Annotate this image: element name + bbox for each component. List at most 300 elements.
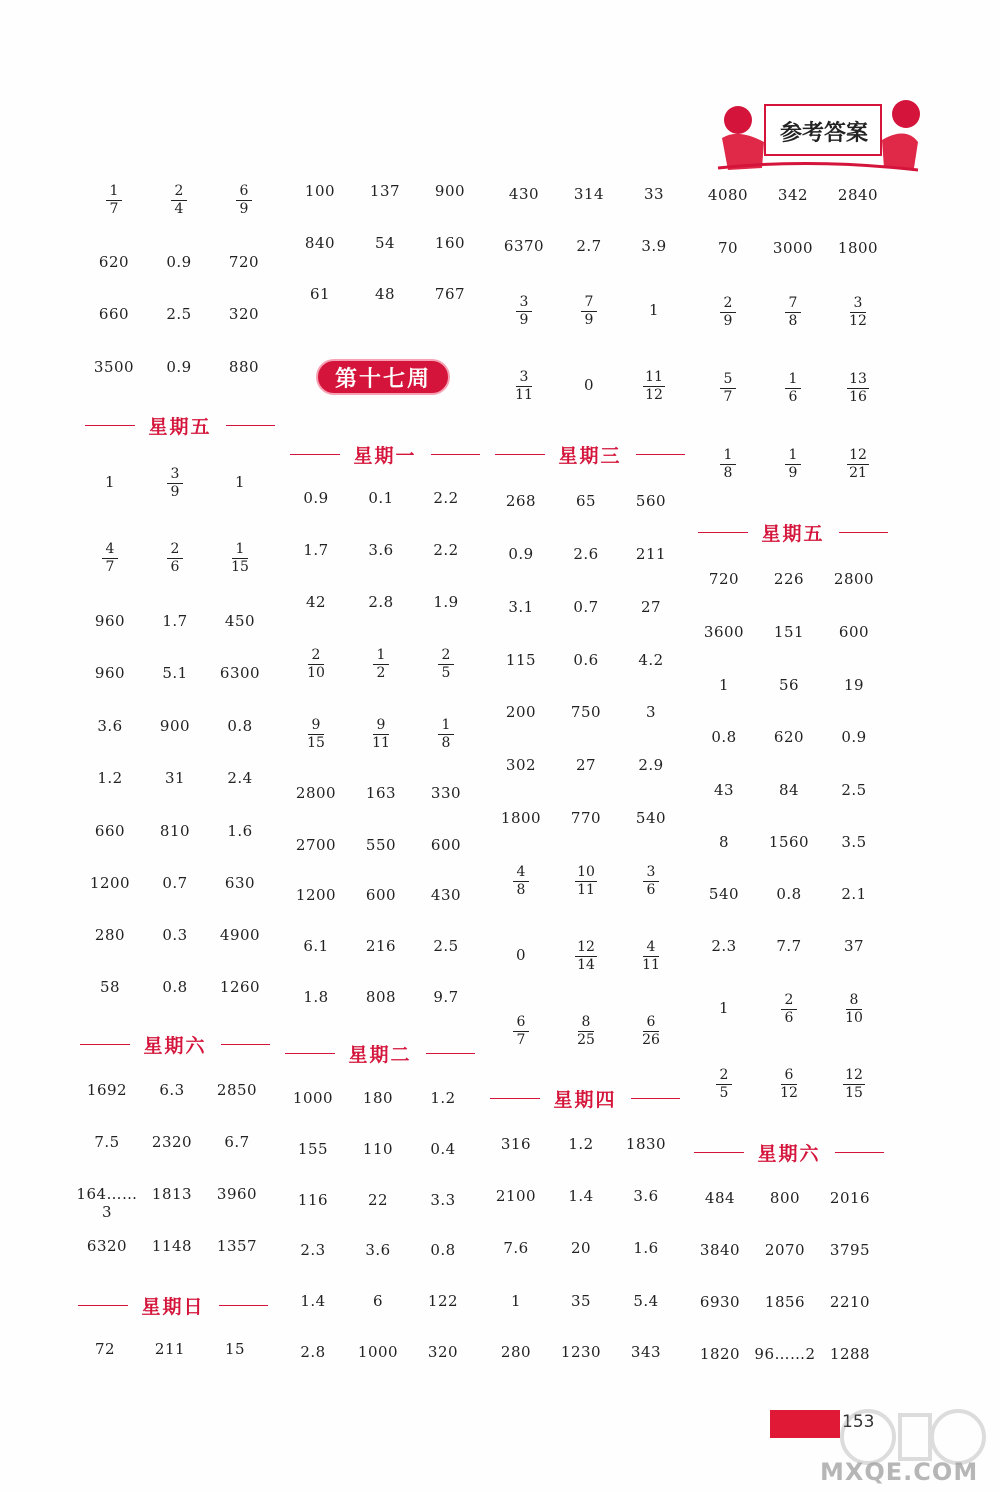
answer-value: 2.3: [300, 1241, 326, 1259]
numerator: 7: [785, 296, 801, 313]
watermark-text: MXQE.COM: [820, 1458, 979, 1486]
answer-value: 1.7: [162, 612, 188, 630]
answer-value: 330: [430, 784, 462, 802]
answer-value: 0.6: [573, 651, 599, 669]
answer-value: 1.7: [303, 541, 329, 559]
answer-value: 5.1: [162, 664, 188, 682]
denominator: 10: [845, 1010, 863, 1026]
answer-value: 0.3: [162, 926, 188, 944]
fraction-answer: [773, 372, 813, 405]
answer-value: 0.8: [430, 1241, 456, 1259]
answer-value: 1230: [560, 1343, 602, 1361]
answer-value: 1288: [829, 1345, 871, 1363]
answer-value: 1: [718, 999, 730, 1017]
denominator: 6: [646, 882, 656, 898]
answer-value: 137: [369, 182, 401, 200]
numerator: 3: [167, 467, 183, 484]
numerator: 12: [849, 447, 867, 463]
answer-value: 0.8: [776, 885, 802, 903]
numerator: 10: [577, 864, 595, 880]
fraction-answer: [773, 448, 813, 481]
fraction-answer: [224, 184, 264, 217]
answer-value: 320: [228, 305, 260, 323]
denominator: 7: [105, 559, 115, 575]
day-title: 星期五: [148, 416, 212, 438]
fraction-answer: [569, 295, 609, 328]
heading-rule: [631, 1098, 681, 1099]
numerator: 1: [720, 448, 736, 465]
answer-value: 1.6: [227, 822, 253, 840]
answer-value: 3: [645, 703, 657, 721]
fraction-answer: [296, 718, 336, 751]
answer-value: 620: [773, 728, 805, 746]
numerator: 4: [513, 865, 529, 882]
answer-value: 27: [575, 756, 597, 774]
denominator: 7: [723, 389, 733, 405]
denominator: 5: [719, 1085, 729, 1101]
answer-value: 37: [843, 937, 865, 955]
fraction-answer: [769, 993, 809, 1026]
answer-value: 600: [838, 623, 870, 641]
answer-value: 6300: [219, 664, 261, 682]
fraction-answer: [834, 993, 874, 1026]
answer-value: 0.9: [166, 358, 192, 376]
answer-value: 314: [573, 185, 605, 203]
day-heading: [495, 441, 685, 468]
answer-value: 1800: [837, 239, 879, 257]
page-title: 参考答案: [779, 121, 868, 146]
heading-rule: [490, 1098, 540, 1099]
answer-value: 216: [365, 937, 397, 955]
answer-value: 22: [367, 1191, 389, 1209]
answer-value: 484: [704, 1189, 736, 1207]
day-title: 星期日: [141, 1296, 205, 1318]
fraction-answer: [838, 372, 878, 405]
answer-value: 54: [374, 234, 396, 252]
answer-value: 1856: [764, 1293, 806, 1311]
denominator: 8: [788, 313, 798, 329]
answer-value: 1: [510, 1292, 522, 1310]
numerator: 13: [849, 371, 867, 387]
numerator: 4: [643, 940, 659, 957]
denominator: 6: [170, 559, 180, 575]
heading-rule: [694, 1152, 744, 1153]
denominator: 9: [519, 312, 529, 328]
fraction-answer: [159, 184, 199, 217]
answer-value: 0: [583, 376, 595, 394]
answer-value: 620: [98, 253, 130, 271]
denominator: 16: [849, 389, 867, 405]
answer-value: 6.3: [159, 1081, 185, 1099]
fraction-answer: [704, 1068, 744, 1101]
answer-value: 0.9: [166, 253, 192, 271]
fraction-answer: [634, 370, 674, 403]
answer-value: 2850: [216, 1081, 258, 1099]
answer-value: 115: [505, 651, 537, 669]
numerator: 1: [373, 648, 389, 665]
denominator: 26: [642, 1032, 660, 1048]
day-title: 星期六: [143, 1035, 207, 1057]
answer-value: 58: [99, 978, 121, 996]
answer-value: 900: [159, 717, 191, 735]
numerator: 7: [581, 295, 597, 312]
numerator: 1: [785, 448, 801, 465]
answer-value: 840: [304, 234, 336, 252]
answer-value: 0.8: [227, 717, 253, 735]
answer-value: 48: [374, 285, 396, 303]
answer-value: 750: [570, 703, 602, 721]
answer-value: 122: [427, 1292, 459, 1310]
answer-value: 660: [98, 305, 130, 323]
answer-value: 2800: [833, 570, 875, 588]
answer-value: 6.1: [303, 937, 329, 955]
answer-value: 6: [372, 1292, 384, 1310]
answer-value: 1.9: [433, 593, 459, 611]
answer-value: 2.5: [841, 781, 867, 799]
answer-value: 2100: [495, 1187, 537, 1205]
numerator: 9: [373, 718, 389, 735]
answer-value: 660: [94, 822, 126, 840]
answer-value: 540: [635, 809, 667, 827]
answer-value: 164……3: [76, 1185, 138, 1221]
denominator: 15: [307, 735, 325, 751]
answer-value: 1148: [151, 1237, 193, 1255]
denominator: 5: [441, 665, 451, 681]
denominator: 12: [849, 313, 867, 329]
answer-value: 180: [362, 1089, 394, 1107]
answer-value: 0.9: [508, 545, 534, 563]
numerator: 6: [643, 1015, 659, 1032]
answer-value: 1200: [89, 874, 131, 892]
answer-value: 1000: [292, 1089, 334, 1107]
denominator: 11: [372, 735, 390, 751]
answer-value: 43: [713, 781, 735, 799]
answer-value: 70: [717, 239, 739, 257]
fraction-answer: [566, 1015, 606, 1048]
answer-value: 1: [718, 676, 730, 694]
answer-value: 1: [648, 301, 660, 319]
answer-value: 1.8: [303, 988, 329, 1006]
fraction-answer: [566, 865, 606, 898]
fraction-answer: [708, 448, 748, 481]
answer-value: 430: [508, 185, 540, 203]
answer-value: 630: [224, 874, 256, 892]
denominator: 6: [784, 1010, 794, 1026]
answer-value: 900: [434, 182, 466, 200]
answer-value: 4.2: [638, 651, 664, 669]
answer-value: 268: [505, 492, 537, 510]
answer-value: 7.5: [94, 1133, 120, 1151]
answer-value: 211: [154, 1340, 186, 1358]
answer-value: 3.6: [633, 1187, 659, 1205]
heading-rule: [835, 1152, 885, 1153]
answer-value: 211: [635, 545, 667, 563]
denominator: 2: [376, 665, 386, 681]
heading-rule: [85, 425, 135, 426]
fraction-answer: [504, 295, 544, 328]
answer-value: 1: [104, 473, 116, 491]
answer-value: 0.7: [162, 874, 188, 892]
answer-value: 31: [164, 769, 186, 787]
day-heading: [78, 1292, 268, 1319]
numerator: 12: [845, 1067, 863, 1083]
answer-value: 2.5: [433, 937, 459, 955]
heading-rule: [636, 454, 686, 455]
answer-value: 0.4: [430, 1140, 456, 1158]
week-badge: 第十七周: [316, 359, 450, 395]
denominator: 15: [845, 1085, 863, 1101]
answer-value: 2070: [764, 1241, 806, 1259]
day-heading: [698, 519, 888, 546]
answer-value: 1.6: [633, 1239, 659, 1257]
answer-value: 0.1: [368, 489, 394, 507]
answer-value: 600: [430, 836, 462, 854]
answer-value: 110: [362, 1140, 394, 1158]
answer-value: 2.2: [433, 541, 459, 559]
answer-value: 0: [515, 946, 527, 964]
numerator: 3: [516, 295, 532, 312]
answer-value: 720: [228, 253, 260, 271]
heading-rule: [426, 1053, 476, 1054]
fraction-answer: [90, 542, 130, 575]
answer-value: 1: [234, 473, 246, 491]
denominator: 6: [788, 389, 798, 405]
denominator: 11: [515, 387, 533, 403]
answer-value: 3.1: [508, 598, 534, 616]
fraction-answer: [504, 370, 544, 403]
fraction-answer: [296, 648, 336, 681]
numerator: 8: [578, 1015, 594, 1032]
answer-value: 61: [309, 285, 331, 303]
numerator: 6: [513, 1015, 529, 1032]
denominator: 9: [239, 201, 249, 217]
day-title: 星期四: [553, 1089, 617, 1111]
answer-value: 960: [94, 612, 126, 630]
denominator: 7: [516, 1032, 526, 1048]
denominator: 4: [174, 201, 184, 217]
denominator: 11: [577, 882, 595, 898]
numerator: 8: [846, 993, 862, 1010]
numerator: 2: [438, 648, 454, 665]
answer-value: 33: [643, 185, 665, 203]
answer-value: 9.7: [433, 988, 459, 1006]
answer-value: 1.4: [300, 1292, 326, 1310]
answer-value: 1820: [699, 1345, 741, 1363]
numerator: 6: [236, 184, 252, 201]
heading-rule: [698, 532, 748, 533]
heading-rule: [80, 1044, 130, 1045]
fraction-answer: [769, 1068, 809, 1101]
answer-value: 280: [94, 926, 126, 944]
answer-value: 1.4: [568, 1187, 594, 1205]
numerator: 11: [645, 369, 663, 385]
answer-value: 1260: [219, 978, 261, 996]
answer-value: 5.4: [633, 1292, 659, 1310]
denominator: 7: [109, 201, 119, 217]
answer-value: 3600: [703, 623, 745, 641]
answer-value: 2700: [295, 836, 337, 854]
answer-value: 4080: [707, 186, 749, 204]
heading-rule: [839, 532, 889, 533]
answer-value: 720: [708, 570, 740, 588]
answer-value: 84: [778, 781, 800, 799]
answer-value: 20: [570, 1239, 592, 1257]
denominator: 21: [849, 465, 867, 481]
answer-value: 3.6: [97, 717, 123, 735]
answer-value: 8: [718, 833, 730, 851]
answer-value: 65: [575, 492, 597, 510]
numerator: 1: [785, 372, 801, 389]
answer-value: 15: [224, 1340, 246, 1358]
denominator: 25: [577, 1032, 595, 1048]
fraction-answer: [426, 648, 466, 681]
answer-value: 151: [773, 623, 805, 641]
fraction-answer: [220, 542, 260, 575]
answer-value: 0.9: [303, 489, 329, 507]
denominator: 8: [723, 465, 733, 481]
fraction-answer: [361, 718, 401, 751]
fraction-answer: [501, 1015, 541, 1048]
answer-value: 808: [365, 988, 397, 1006]
answer-value: 6320: [86, 1237, 128, 1255]
fraction-answer: [838, 448, 878, 481]
denominator: 9: [584, 312, 594, 328]
heading-rule: [290, 454, 340, 455]
numerator: 2: [781, 993, 797, 1010]
answer-value: 163: [365, 784, 397, 802]
day-title: 星期二: [348, 1044, 412, 1066]
answer-value: 1813: [151, 1185, 193, 1203]
fraction-answer: [631, 865, 671, 898]
answer-value: 1692: [86, 1081, 128, 1099]
answer-value: 2210: [829, 1293, 871, 1311]
answer-value: 770: [570, 809, 602, 827]
answer-value: 2.8: [368, 593, 394, 611]
answer-value: 155: [297, 1140, 329, 1158]
heading-rule: [219, 1305, 269, 1306]
answer-value: 42: [305, 593, 327, 611]
answer-value: 116: [297, 1191, 329, 1209]
numerator: 1: [232, 542, 248, 559]
denominator: 9: [723, 313, 733, 329]
answer-value: 2.4: [227, 769, 253, 787]
answer-value: 2.5: [166, 305, 192, 323]
answer-value: 2320: [151, 1133, 193, 1151]
numerator: 3: [516, 370, 532, 387]
answer-value: 2.7: [576, 237, 602, 255]
numerator: 3: [850, 296, 866, 313]
denominator: 12: [645, 387, 663, 403]
answer-value: 1.2: [97, 769, 123, 787]
answer-value: 960: [94, 664, 126, 682]
answer-banner: [712, 98, 922, 176]
answer-value: 0.9: [841, 728, 867, 746]
fraction-answer: [834, 1068, 874, 1101]
answer-value: 343: [630, 1343, 662, 1361]
answer-value: 810: [159, 822, 191, 840]
answer-value: 2.3: [711, 937, 737, 955]
numerator: 9: [308, 718, 324, 735]
answer-value: 2.2: [433, 489, 459, 507]
answer-value: 7.7: [776, 937, 802, 955]
numerator: 2: [716, 1068, 732, 1085]
denominator: 9: [170, 484, 180, 500]
denominator: 15: [231, 559, 249, 575]
answer-value: 35: [570, 1292, 592, 1310]
fraction-answer: [155, 467, 195, 500]
day-title: 星期三: [558, 445, 622, 467]
day-heading: [85, 412, 275, 439]
day-heading: [694, 1139, 884, 1166]
answer-value: 302: [505, 756, 537, 774]
answer-value: 0.8: [162, 978, 188, 996]
answer-value: 160: [434, 234, 466, 252]
fraction-answer: [773, 296, 813, 329]
day-heading: [490, 1085, 680, 1112]
denominator: 10: [307, 665, 325, 681]
answer-value: 320: [427, 1343, 459, 1361]
answer-value: 3.5: [841, 833, 867, 851]
denominator: 8: [441, 735, 451, 751]
page-number: 153: [842, 1412, 875, 1432]
heading-rule: [285, 1053, 335, 1054]
answer-value: 1830: [625, 1135, 667, 1153]
answer-value: 1357: [216, 1237, 258, 1255]
answer-value: 200: [505, 703, 537, 721]
answer-value: 72: [94, 1340, 116, 1358]
fraction-answer: [631, 940, 671, 973]
numerator: 2: [720, 296, 736, 313]
answer-value: 342: [777, 186, 809, 204]
answer-value: 540: [708, 885, 740, 903]
numerator: 12: [577, 939, 595, 955]
numerator: 4: [102, 542, 118, 559]
answer-value: 226: [773, 570, 805, 588]
day-heading: [285, 1040, 475, 1067]
answer-value: 6930: [699, 1293, 741, 1311]
answer-value: 1.2: [568, 1135, 594, 1153]
answer-value: 550: [365, 836, 397, 854]
answer-value: 27: [640, 598, 662, 616]
fraction-answer: [361, 648, 401, 681]
answer-value: 880: [228, 358, 260, 376]
answer-value: 3.6: [368, 541, 394, 559]
fraction-answer: [566, 940, 606, 973]
answer-value: 4900: [219, 926, 261, 944]
answer-value: 430: [430, 886, 462, 904]
fraction-answer: [838, 296, 878, 329]
fraction-answer: [708, 296, 748, 329]
answer-value: 280: [500, 1343, 532, 1361]
numerator: 3: [643, 865, 659, 882]
numerator: 1: [106, 184, 122, 201]
answer-value: 2.1: [841, 885, 867, 903]
fraction-answer: [426, 718, 466, 751]
heading-rule: [221, 1044, 271, 1045]
answer-value: 1.2: [430, 1089, 456, 1107]
answer-value: 6.7: [224, 1133, 250, 1151]
denominator: 8: [516, 882, 526, 898]
answer-value: 100: [304, 182, 336, 200]
fraction-answer: [631, 1015, 671, 1048]
fraction-answer: [501, 865, 541, 898]
answer-value: 2016: [829, 1189, 871, 1207]
denominator: 12: [780, 1085, 798, 1101]
day-title: 星期六: [757, 1143, 821, 1165]
fraction-answer: [94, 184, 134, 217]
day-heading: [290, 441, 480, 468]
answer-value: 1560: [768, 833, 810, 851]
